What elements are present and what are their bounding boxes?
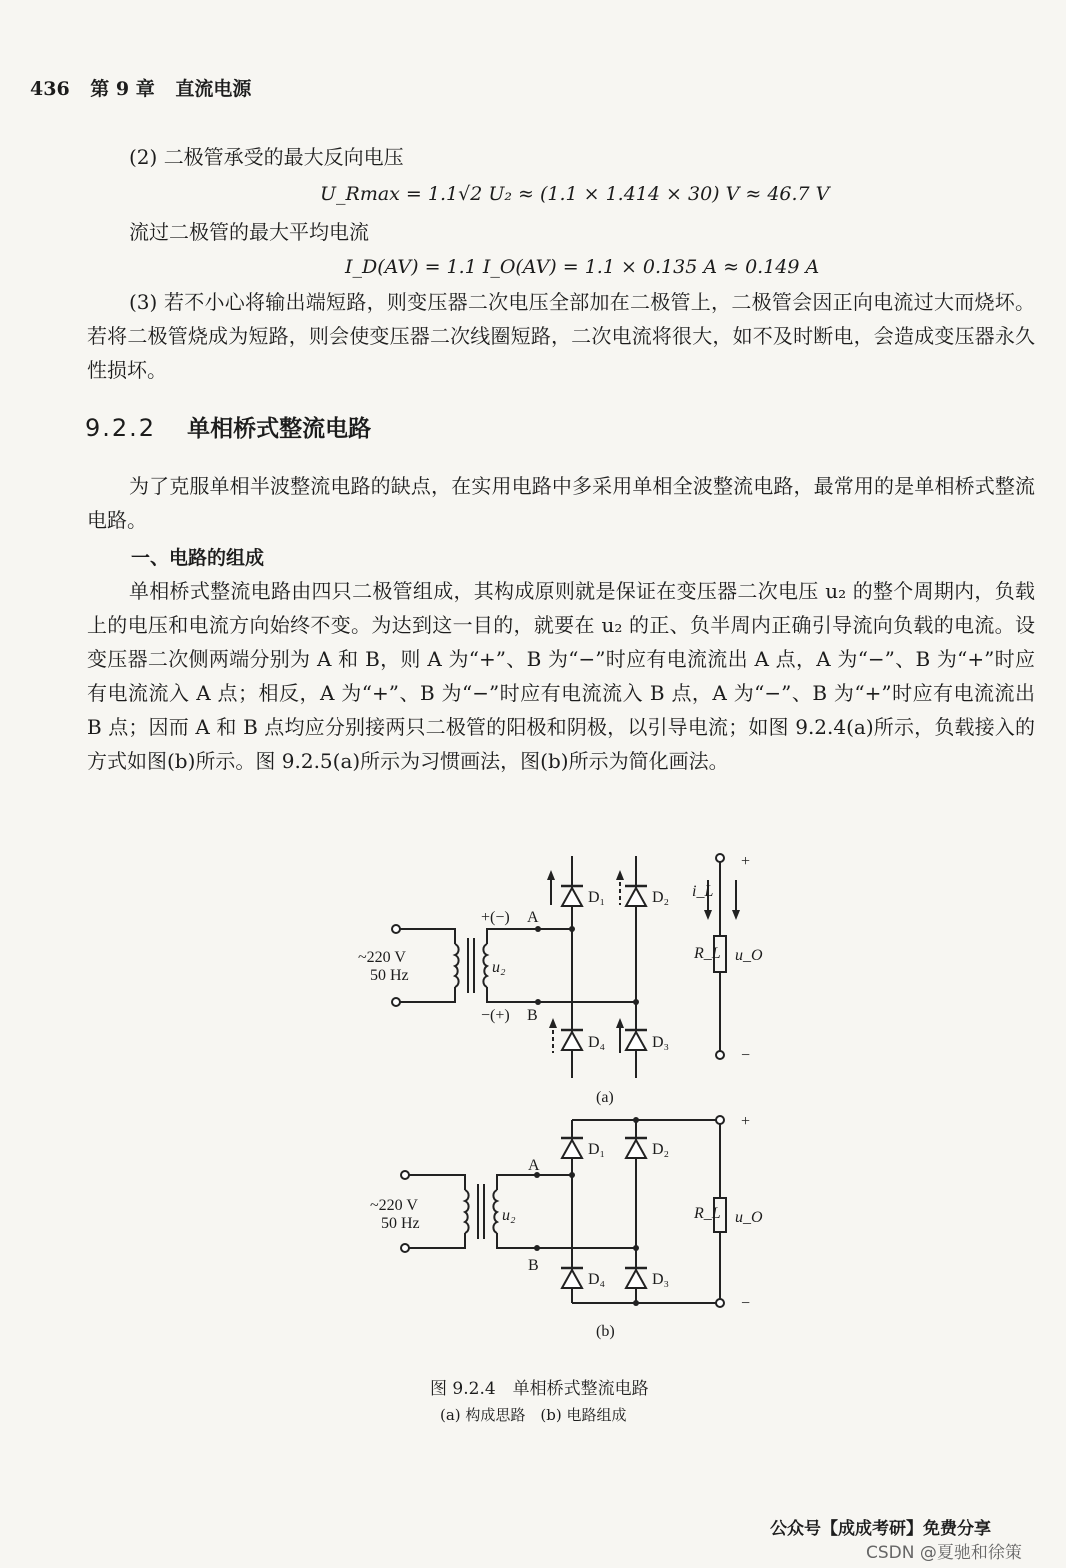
section-number: 9.2.2: [85, 414, 157, 442]
polarity-a-label: +(−): [481, 909, 510, 926]
polarity-b-label: −(+): [481, 1007, 510, 1024]
rl-label-b: R_L: [694, 1205, 721, 1222]
plus-label-a: +: [741, 853, 751, 870]
node-a-label-a: A: [527, 909, 539, 926]
d1-label-a: D₁: [588, 889, 606, 906]
promo-text: 公众号【成成考研】免费分享: [770, 1519, 991, 1539]
node-b-label-b: B: [528, 1257, 539, 1274]
formula-urmax: U_Rmax = 1.1√2 U₂ ≈ (1.1 × 1.414 × 30) V ≈ 46.7 V: [320, 183, 830, 205]
d2-label-a: D₂: [652, 889, 670, 906]
il-label: i_L: [692, 883, 714, 900]
chapter-title: 直流电源: [175, 78, 252, 100]
para-2-heading: (2) 二极管承受的最大反向电压: [129, 145, 404, 169]
chapter-label: 第 9 章: [90, 78, 155, 100]
label-b: (b): [596, 1323, 615, 1340]
page-number: 436: [30, 78, 70, 100]
source-freq-label-a: 50 Hz: [370, 967, 409, 984]
csdn-watermark: CSDN @夏驰和徐策: [866, 1543, 1022, 1563]
body-paragraph: 单相桥式整流电路由四只二极管组成，其构成原则就是保证在变压器二次电压 u₂ 的整个周期内，负载上的电压和电流方向始终不变。为达到这一目的，就要在 u₂ 的正、负半周内正确引导流向负载的电流。设变压器二次侧两端分别为 A 和 B，则 A 为“+”、B 为“−”时应有电流流出 A 点，A 为“−”、B 为“+”时应有电流流入 A 点；相反，A 为“+”、B 为“−”时应有电流流入 B 点，A 为“−”、B 为“+”时应有电流流出 B 点；因而 A 和 B 点均应分别接两只二极管的阳极和阴极，以引导电流；如图 9.2.4(a)所示，负载接入的方式如图(b)所示。图 9.2.5(a)所示为习惯画法，图(b)所示为简化画法。: [87, 579, 1035, 773]
uo-label-b: u_O: [735, 1209, 763, 1226]
rl-label-a: R_L: [694, 945, 721, 962]
d3-label-b: D₃: [652, 1271, 670, 1288]
source-voltage-label-a: ~220 V: [358, 949, 406, 966]
figure-caption: 图 9.2.4 单相桥式整流电路: [430, 1379, 649, 1399]
node-a-label-b: A: [528, 1157, 540, 1174]
plus-label-b: +: [741, 1113, 751, 1130]
d2-label-b: D₂: [652, 1141, 670, 1158]
para-3: (3) 若不小心将输出端短路，则变压器二次电压全部加在二极管上，二极管会因正向电流过大而烧坏。若将二极管烧成为短路，则会使变压器二次线圈短路，二次电流将很大，如不及时断电，会造成变压器永久性损坏。: [87, 290, 1035, 382]
para-max-current: 流过二极管的最大平均电流: [129, 220, 369, 244]
minus-label-b: −: [741, 1295, 751, 1312]
u2-label-b: u₂: [502, 1207, 516, 1224]
d1-label-b: D₁: [588, 1141, 606, 1158]
source-freq-label-b: 50 Hz: [381, 1215, 420, 1232]
u2-label-a: u₂: [492, 959, 506, 976]
figure-subcaption: (a) 构成思路 (b) 电路组成: [440, 1406, 627, 1424]
formula-idav: I_D(AV) = 1.1 I_O(AV) = 1.1 × 0.135 A ≈ 0.149 A: [345, 256, 820, 278]
node-b-label-a: B: [527, 1007, 538, 1024]
uo-label-a: u_O: [735, 947, 763, 964]
subsection-title: 一、电路的组成: [131, 547, 265, 569]
d3-label-a: D₃: [652, 1034, 670, 1051]
intro-paragraph: 为了克服单相半波整流电路的缺点，在实用电路中多采用单相全波整流电路，最常用的是单相桥式整流电路。: [87, 474, 1035, 532]
d4-label-b: D₄: [588, 1271, 606, 1288]
source-voltage-label-b: ~220 V: [370, 1197, 418, 1214]
d4-label-a: D₄: [588, 1034, 606, 1051]
section-title: 单相桥式整流电路: [187, 416, 372, 442]
label-a: (a): [596, 1089, 614, 1106]
minus-label-a: −: [741, 1047, 751, 1064]
